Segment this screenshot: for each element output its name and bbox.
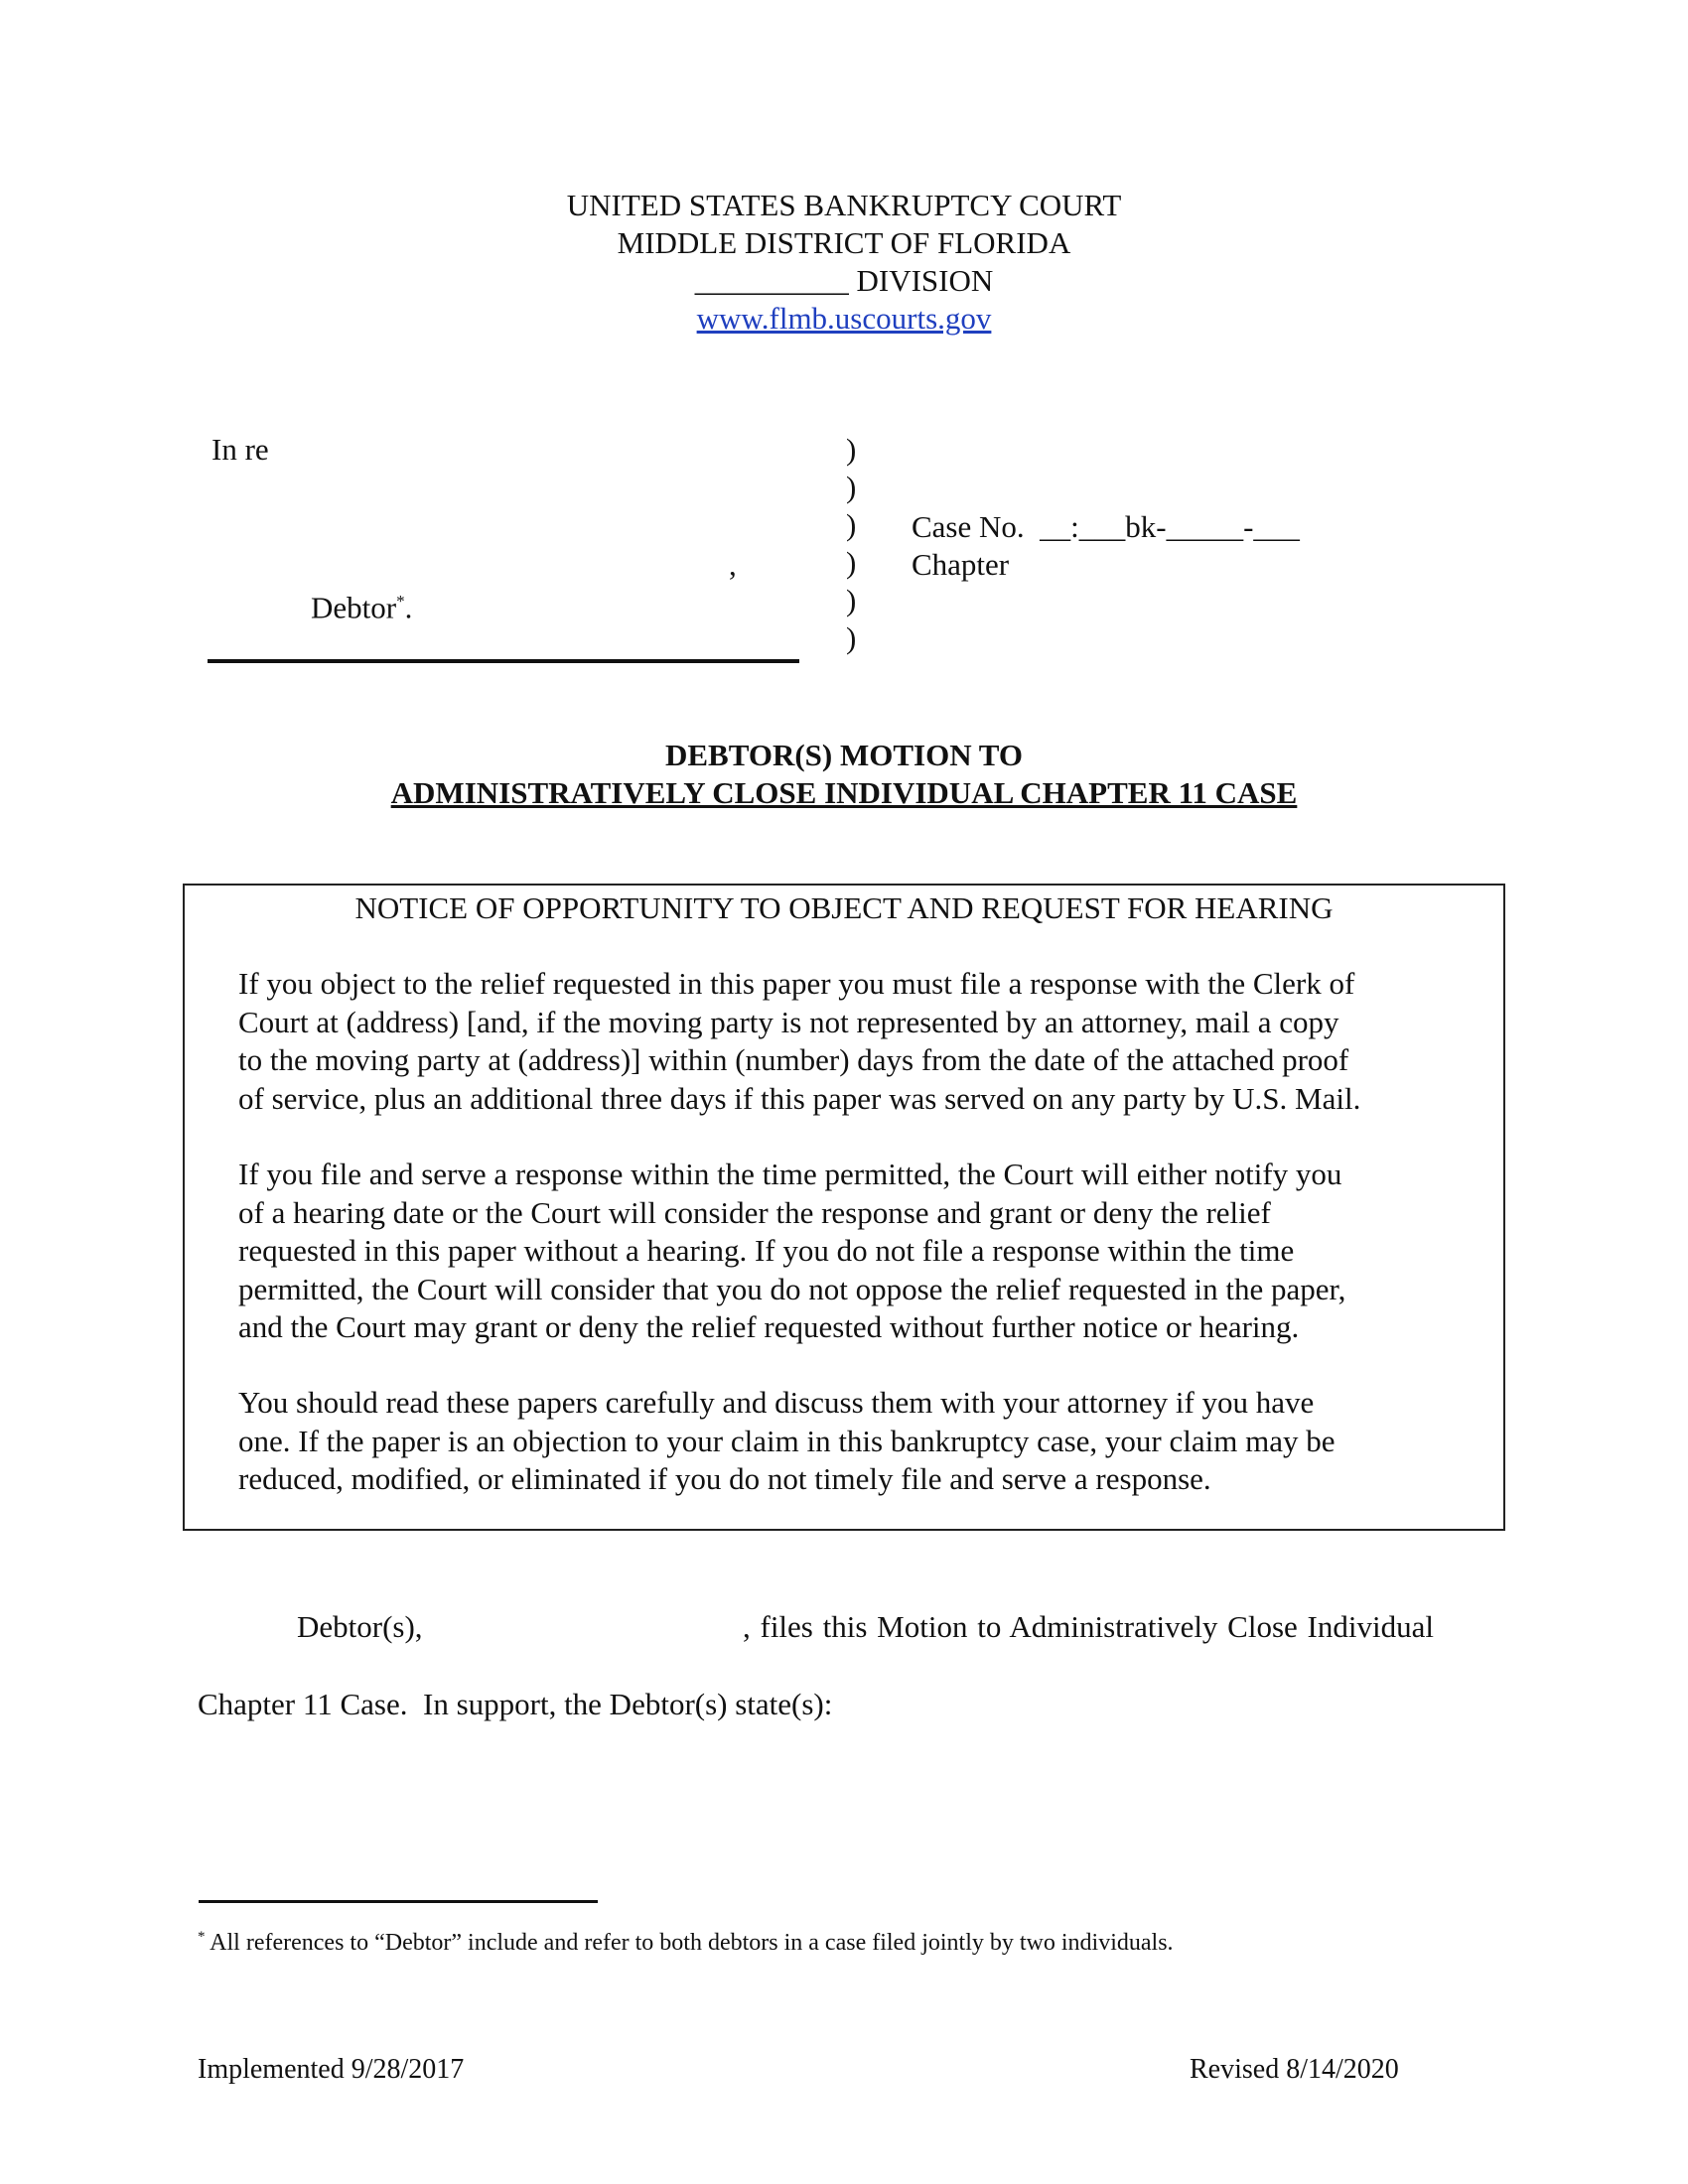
notice-line: one. If the paper is an objection to your claim in this bankruptcy case, your claim may be bbox=[238, 1423, 1336, 1458]
notice-line: Court at (address) [and, if the moving party is not represented by an attorney, mail a copy bbox=[238, 1004, 1339, 1039]
footnote-reference: * bbox=[396, 592, 405, 611]
district-name: MIDDLE DISTRICT OF FLORIDA bbox=[617, 225, 1071, 260]
notice-line: of service, plus an additional three days if this paper was served on any party by U.S. Mail. bbox=[238, 1080, 1361, 1116]
body-line-1-end: , files this Motion to Administratively Close Individual bbox=[743, 1609, 1434, 1644]
notice-line: If you object to the relief requested in this paper you must file a response with the Clerk of bbox=[238, 966, 1355, 1001]
paren: ) bbox=[846, 507, 857, 542]
notice-paragraph-3 bbox=[238, 1384, 1470, 1499]
notice-line: of a hearing date or the Court will consider the response and grant or deny the relief bbox=[238, 1194, 1271, 1230]
paren: ) bbox=[846, 620, 857, 655]
body-line-2: Chapter 11 Case. In support, the Debtor(s) state(s): bbox=[198, 1687, 833, 1721]
footnote-mark: * bbox=[198, 1929, 206, 1945]
division-name: __________ DIVISION bbox=[694, 263, 994, 298]
paren: ) bbox=[846, 583, 857, 617]
court-website-link[interactable]: www.flmb.uscourts.gov bbox=[696, 301, 992, 336]
implemented-date: Implemented 9/28/2017 bbox=[198, 2054, 465, 2085]
paren: ) bbox=[846, 470, 857, 504]
notice-line: to the moving party at (address)] within (number) days from the date of the attached proof bbox=[238, 1042, 1349, 1077]
paren: ) bbox=[846, 432, 857, 467]
notice-paragraph-2 bbox=[238, 1156, 1470, 1347]
motion-title-line2: ADMINISTRATIVELY CLOSE INDIVIDUAL CHAPTER 11 CASE bbox=[390, 775, 1298, 810]
caption-comma: , bbox=[729, 547, 737, 582]
notice-paragraph-1 bbox=[238, 965, 1470, 1118]
motion-title-line1: DEBTOR(S) MOTION TO bbox=[664, 738, 1024, 772]
case-number: Case No. __:___bk-_____-___ bbox=[912, 509, 1300, 544]
notice-line: and the Court may grant or deny the relief requested without further notice or hearing. bbox=[238, 1309, 1300, 1344]
revised-date: Revised 8/14/2020 bbox=[1190, 2054, 1399, 2085]
debtor-label: Debtor bbox=[311, 590, 397, 625]
in-re-label: In re bbox=[211, 432, 269, 467]
chapter-label: Chapter bbox=[912, 547, 1010, 582]
caption-parens bbox=[846, 431, 856, 657]
court-header bbox=[0, 187, 1688, 338]
footnote-text: All references to “Debtor” include and refer to both debtors in a case filed jointly by two individuals. bbox=[205, 1930, 1174, 1956]
notice-line: You should read these papers carefully and discuss them with your attorney if you have bbox=[238, 1385, 1315, 1420]
debtor-caption bbox=[311, 583, 412, 626]
paren: ) bbox=[846, 545, 857, 580]
footnote bbox=[198, 1922, 1174, 1958]
notice-heading: NOTICE OF OPPORTUNITY TO OBJECT AND REQUEST FOR HEARING bbox=[354, 890, 1334, 925]
body-line-1-start: Debtor(s), bbox=[297, 1609, 423, 1644]
caption-underline bbox=[208, 659, 799, 663]
notice-line: requested in this paper without a hearing. If you do not file a response within the time bbox=[238, 1233, 1295, 1268]
debtor-period: . bbox=[404, 590, 413, 625]
footnote-rule bbox=[199, 1900, 598, 1903]
notice-line: permitted, the Court will consider that you do not oppose the relief requested in the paper, bbox=[238, 1271, 1346, 1306]
court-name: UNITED STATES BANKRUPTCY COURT bbox=[566, 188, 1122, 222]
notice-line: reduced, modified, or eliminated if you do not timely file and serve a response. bbox=[238, 1461, 1211, 1496]
notice-box bbox=[183, 884, 1505, 1531]
notice-line: If you file and serve a response within the time permitted, the Court will either notify you bbox=[238, 1157, 1342, 1191]
